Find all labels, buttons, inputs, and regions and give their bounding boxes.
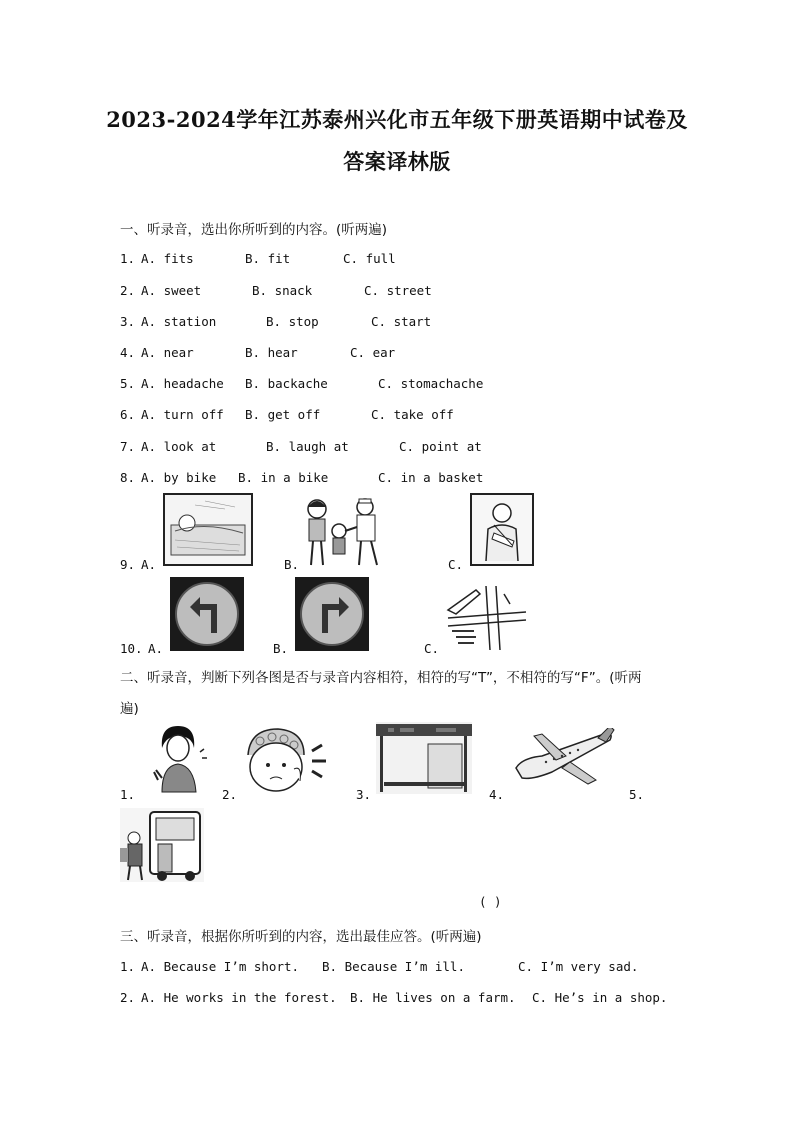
option-b[interactable]: B. stop (266, 314, 319, 329)
q10-label-a: A. (148, 641, 164, 656)
option-a[interactable]: A. fits (141, 251, 194, 266)
section1-heading: 一、听录音，选出你所听到的内容。(听两遍) (120, 222, 388, 238)
option-c[interactable]: C. start (371, 314, 432, 329)
option-c[interactable]: C. full (343, 251, 396, 266)
option-a[interactable]: A. near (141, 345, 194, 360)
s2-answer-blank[interactable]: ( ) (479, 894, 502, 909)
option-b[interactable]: B. hear (245, 345, 298, 360)
section1-question-5 (120, 375, 680, 393)
option-b[interactable]: B. laugh at (266, 439, 349, 454)
section1-question-7 (120, 438, 680, 456)
q9-number: 9. (120, 557, 136, 572)
option-b[interactable]: B. get off (245, 407, 321, 422)
s2-label-2: 2. (222, 787, 238, 802)
option-b[interactable]: B. fit (245, 251, 291, 266)
section1-question-1 (120, 250, 680, 268)
option-a[interactable]: A. He works in the forest. (141, 990, 337, 1005)
street-map-picture (446, 580, 528, 650)
q9-label-c: C. (448, 557, 464, 572)
q9-label-a: A. (141, 557, 157, 572)
question-number: 1. (120, 251, 136, 266)
option-b[interactable]: B. snack (252, 283, 313, 298)
getting-on-bus-picture (120, 808, 204, 882)
question-number: 3. (120, 314, 136, 329)
section3-question-2 (120, 989, 680, 1007)
option-a[interactable]: A. headache (141, 376, 224, 391)
option-a[interactable]: A. look at (141, 439, 217, 454)
section2-heading-cont: 遍) (120, 701, 139, 717)
s2-label-5: 5. (629, 787, 645, 802)
option-a[interactable]: A. station (141, 314, 217, 329)
question-number: 4. (120, 345, 136, 360)
option-c[interactable]: C. ear (350, 345, 396, 360)
section1-question-8 (120, 469, 680, 487)
option-a[interactable]: A. Because I’m short. (141, 959, 300, 974)
option-c[interactable]: C. take off (371, 407, 454, 422)
option-b[interactable]: B. backache (245, 376, 328, 391)
option-a[interactable]: A. sweet (141, 283, 202, 298)
option-c[interactable]: C. street (364, 283, 432, 298)
bus-stop-picture (376, 722, 472, 794)
q9-label-b: B. (284, 557, 300, 572)
option-c[interactable]: C. in a basket (378, 470, 484, 485)
option-b[interactable]: B. Because I’m ill. (322, 959, 465, 974)
section1-question-4 (120, 344, 680, 362)
page-title-line1: 2023-2024学年江苏泰州兴化市五年级下册英语期中试卷及 (106, 107, 688, 132)
q10-label-b: B. (273, 641, 289, 656)
option-b[interactable]: B. He lives on a farm. (350, 990, 516, 1005)
option-a[interactable]: A. turn off (141, 407, 224, 422)
question-number: 6. (120, 407, 136, 422)
turn-right-sign-icon (295, 577, 369, 651)
q10-label-c: C. (424, 641, 440, 656)
option-c[interactable]: C. I’m very sad. (518, 959, 639, 974)
question-number: 2. (120, 990, 136, 1005)
s2-label-1: 1. (120, 787, 136, 802)
q10-number: 10. (120, 641, 143, 656)
option-c[interactable]: C. stomachache (378, 376, 484, 391)
sick-in-bed-picture (163, 493, 253, 566)
airplane-picture (512, 728, 616, 790)
broken-arm-picture (470, 493, 534, 566)
option-c[interactable]: C. He’s in a shop. (532, 990, 668, 1005)
section3-heading: 三、听录音，根据你所听到的内容，选出最佳应答。(听两遍) (120, 929, 482, 945)
toothache-boy-picture (240, 725, 340, 795)
doctor-with-children-picture (293, 493, 393, 573)
question-number: 1. (120, 959, 136, 974)
option-b[interactable]: B. in a bike (238, 470, 329, 485)
question-number: 8. (120, 470, 136, 485)
section1-question-6 (120, 406, 680, 424)
question-number: 5. (120, 376, 136, 391)
section2-heading: 二、听录音，判断下列各图是否与录音内容相符，相符的写“T”，不相符的写“F”。(听两 (120, 670, 642, 686)
girl-pointing-picture (152, 722, 210, 794)
section1-question-2 (120, 282, 680, 300)
section1-question-3 (120, 313, 680, 331)
turn-left-sign-icon (170, 577, 244, 651)
s2-label-4: 4. (489, 787, 505, 802)
question-number: 2. (120, 283, 136, 298)
s2-label-3: 3. (356, 787, 372, 802)
question-number: 7. (120, 439, 136, 454)
page-title-line2: 答案译林版 (343, 149, 451, 174)
option-c[interactable]: C. point at (399, 439, 482, 454)
section3-question-1 (120, 958, 680, 976)
option-a[interactable]: A. by bike (141, 470, 217, 485)
